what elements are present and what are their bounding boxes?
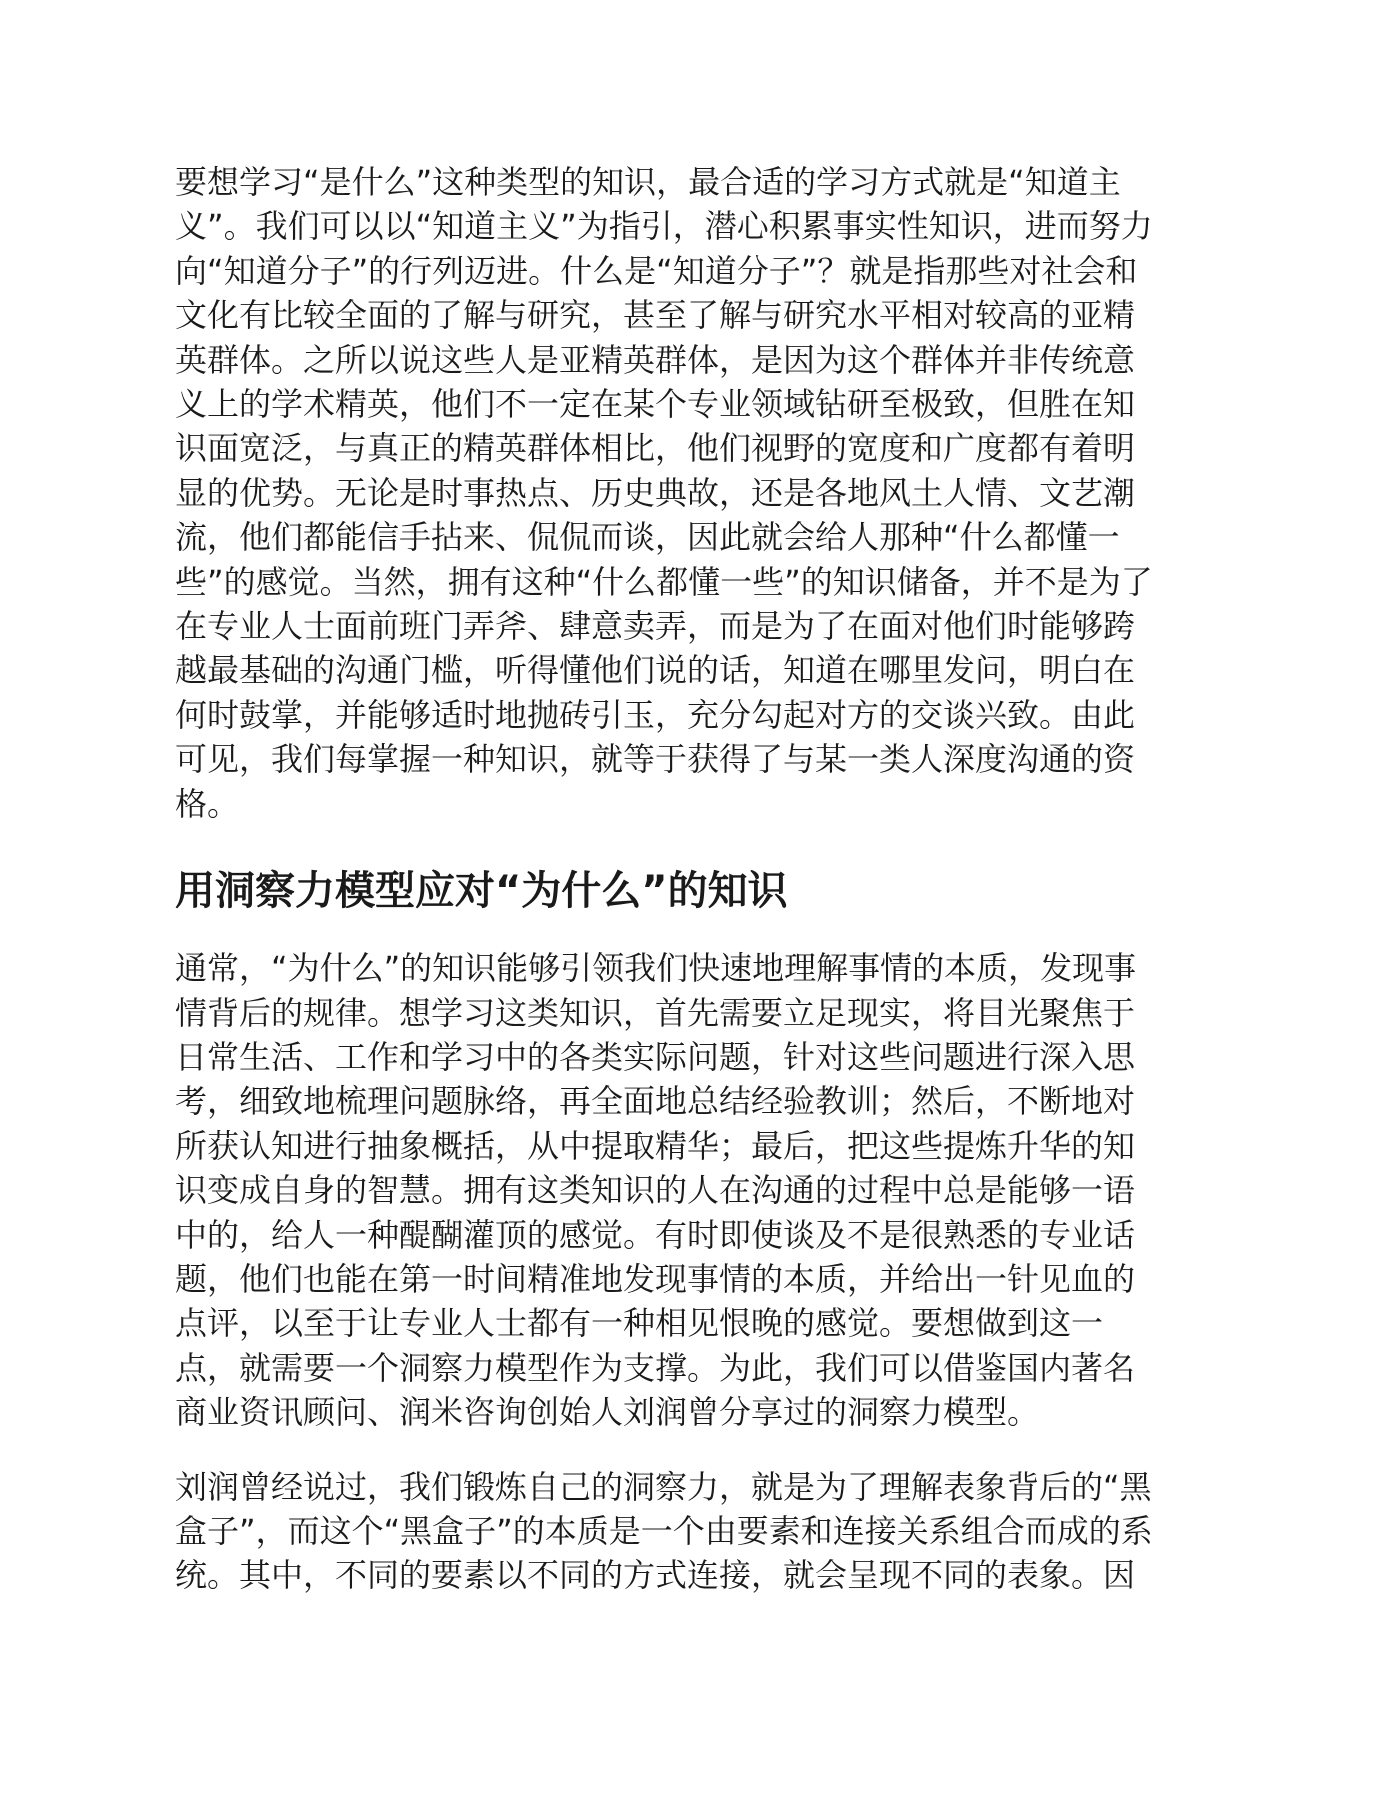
text-line: 通常，“为什么”的知识能够引领我们快速地理解事情的本质，发现事 (175, 949, 1137, 988)
text-line: 点评，以至于让专业人士都有一种相见恨晚的感觉。要想做到这一 (175, 1304, 1104, 1343)
text-line: 在专业人士面前班门弄斧、肆意卖弄，而是为了在面对他们时能够跨 (175, 607, 1136, 646)
text-line: 情背后的规律。想学习这类知识，首先需要立足现实，将目光聚焦于 (175, 993, 1136, 1032)
text-line: 流，他们都能信手拈来、侃侃而谈，因此就会给人那种“什么都懂一 (175, 518, 1120, 557)
text-line: 可见，我们每掌握一种知识，就等于获得了与某一类人深度沟通的资 (175, 740, 1136, 779)
text-line: 中的，给人一种醍醐灌顶的感觉。有时即使谈及不是很熟悉的专业话 (175, 1215, 1136, 1254)
paragraph-black-box (175, 1465, 1215, 1598)
text-line: 刘润曾经说过，我们锻炼自己的洞察力，就是为了理解表象背后的“黑 (175, 1467, 1152, 1506)
text-line: 点，就需要一个洞察力模型作为支撑。为此，我们可以借鉴国内著名 (175, 1348, 1136, 1387)
text-line: 些”的感觉。当然，拥有这种“什么都懂一些”的知识储备，并不是为了 (175, 562, 1153, 601)
text-line: 向“知道分子”的行列迈进。什么是“知道分子”？就是指那些对社会和 (175, 251, 1138, 290)
text-line: 义上的学术精英，他们不一定在某个专业领域钻研至极致，但胜在知 (175, 385, 1136, 424)
text-line: 考，细致地梳理问题脉络，再全面地总结经验教训；然后，不断地对 (175, 1082, 1136, 1121)
text-line: 英群体。之所以说这些人是亚精英群体，是因为这个群体并非传统意 (175, 340, 1136, 379)
document-page (175, 160, 1215, 1598)
text-line: 文化有比较全面的了解与研究，甚至了解与研究水平相对较高的亚精 (175, 296, 1136, 335)
text-line: 题，他们也能在第一时间精准地发现事情的本质，并给出一针见血的 (175, 1259, 1136, 1298)
text-line: 识变成自身的智慧。拥有这类知识的人在沟通的过程中总是能够一语 (175, 1171, 1136, 1210)
text-line: 显的优势。无论是时事热点、历史典故，还是各地风土人情、文艺潮 (175, 473, 1136, 512)
text-line: 统。其中，不同的要素以不同的方式连接，就会呈现不同的表象。因 (175, 1556, 1136, 1595)
text-line: 日常生活、工作和学习中的各类实际问题，针对这些问题进行深入思 (175, 1037, 1136, 1076)
paragraph-why-knowledge (175, 946, 1215, 1434)
text-line: 所获认知进行抽象概括，从中提取精华；最后，把这些提炼升华的知 (175, 1126, 1136, 1165)
text-line: 越最基础的沟通门槛，听得懂他们说的话，知道在哪里发问，明白在 (175, 651, 1136, 690)
text-line: 何时鼓掌，并能够适时地抛砖引玉，充分勾起对方的交谈兴致。由此 (175, 695, 1136, 734)
section-heading: 用洞察力模型应对“为什么”的知识 (175, 868, 788, 915)
paragraph-knowism (175, 160, 1215, 826)
text-line: 义”。我们可以以“知道主义”为指引，潜心积累事实性知识，进而努力 (175, 207, 1153, 246)
text-line: 格。 (175, 784, 240, 823)
text-line: 要想学习“是什么”这种类型的知识，最合适的学习方式就是“知道主 (175, 163, 1121, 201)
text-line: 盒子”，而这个“黑盒子”的本质是一个由要素和连接关系组合而成的系 (175, 1511, 1153, 1550)
text-line: 商业资讯顾问、润米咨询创始人刘润曾分享过的洞察力模型。 (175, 1393, 1040, 1432)
text-line: 识面宽泛，与真正的精英群体相比，他们视野的宽度和广度都有着明 (175, 429, 1136, 468)
